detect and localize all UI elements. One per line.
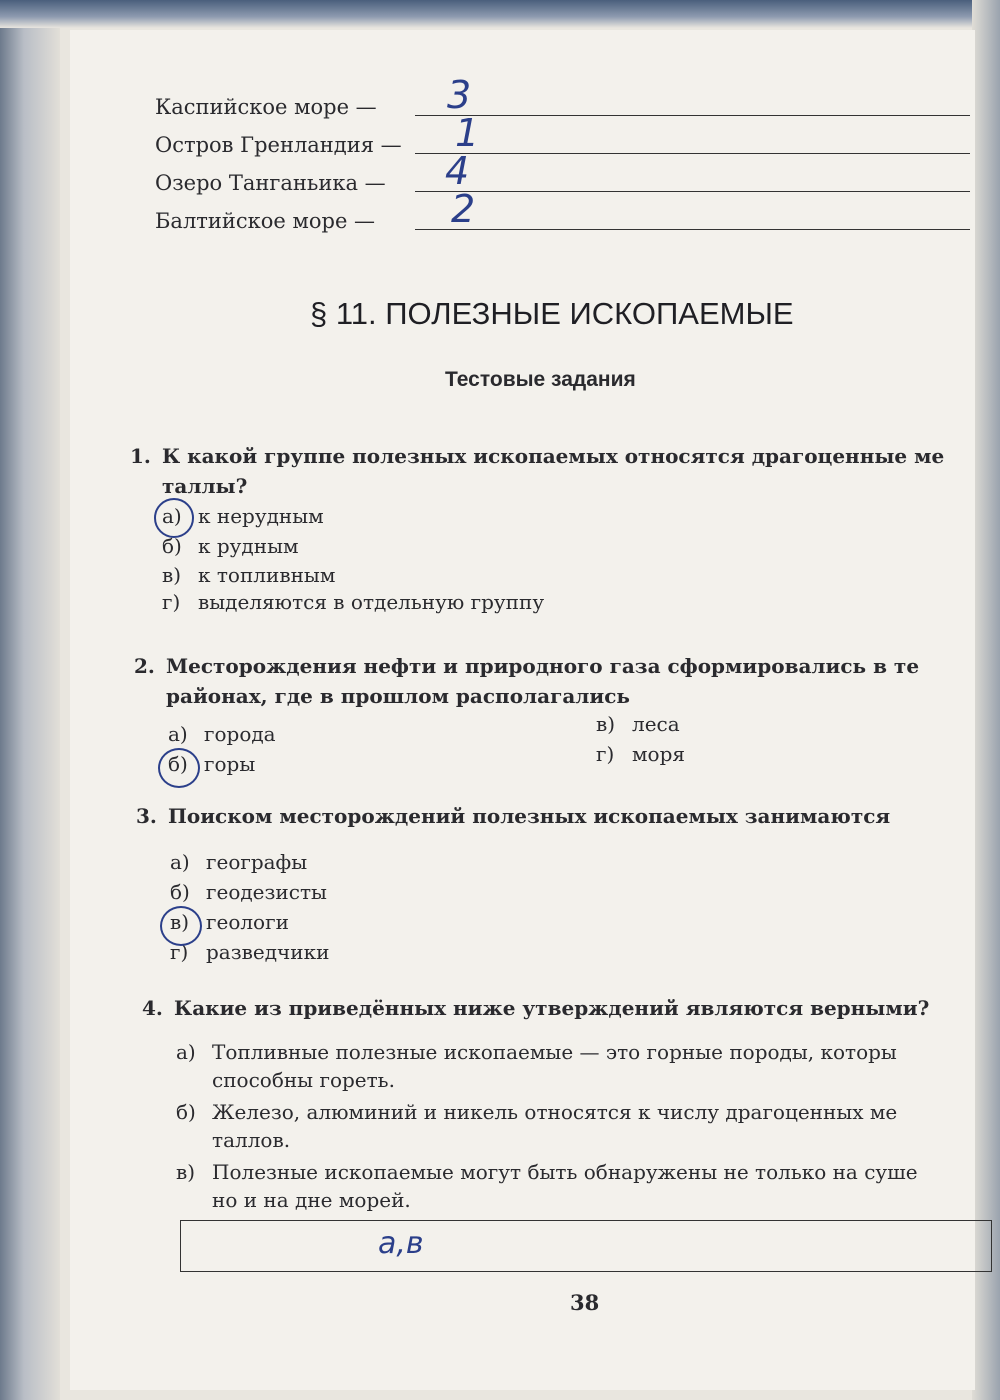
statement-b[interactable]: б) Железо, алюминий и никель относятся к числу драгоценных ме [176, 1100, 898, 1124]
answer-circle-mark [158, 748, 200, 788]
question-2 [134, 650, 990, 720]
scan-shadow-left [0, 0, 60, 1400]
question-1 [130, 440, 990, 510]
question-text: Какие из приведённых ниже утверждений являются верными? [174, 996, 930, 1020]
option[interactable]: а) к нерудным [162, 504, 324, 528]
section-subtitle: Тестовые задания [445, 368, 636, 391]
handwritten-answer: 4 [445, 149, 470, 193]
answer-line[interactable] [415, 115, 970, 116]
option[interactable]: в) геологи [170, 910, 289, 934]
question-3 [136, 800, 986, 834]
question-text: Месторождения нефти и природного газа сформировались в те [166, 654, 920, 678]
matching-label: Балтийское море — [155, 209, 376, 233]
option[interactable]: б) геодезисты [170, 880, 327, 904]
scan-shadow-top [0, 0, 1000, 28]
option[interactable]: а) города [168, 722, 276, 746]
question-4 [142, 992, 988, 1026]
matching-label: Озеро Танганьика — [155, 171, 386, 195]
statement-b-cont: таллов. [212, 1128, 291, 1152]
question-number: 1. [130, 444, 151, 468]
option[interactable]: г) моря [596, 742, 686, 766]
option[interactable]: г) разведчики [170, 940, 330, 964]
handwritten-answer: а,в [378, 1226, 424, 1261]
option[interactable]: в) к топливным [162, 563, 336, 587]
question-text: К какой группе полезных ископаемых относятся драгоценные ме [162, 444, 945, 468]
option[interactable]: в) леса [596, 712, 680, 736]
option[interactable]: а) географы [170, 850, 308, 874]
option[interactable]: б) горы [168, 752, 256, 776]
question-text: Поиском месторождений полезных ископаемых занимаются [168, 804, 891, 828]
question-number: 3. [136, 804, 157, 828]
statement-c-cont: но и на дне морей. [212, 1188, 411, 1212]
matching-label: Остров Гренландия — [155, 133, 402, 157]
question-text-cont: районах, где в прошлом располагались [166, 684, 630, 708]
option[interactable]: б) к рудным [162, 534, 299, 558]
matching-label: Каспийское море — [155, 95, 377, 119]
answer-line[interactable] [415, 191, 970, 192]
answer-circle-mark [160, 906, 202, 946]
handwritten-answer: 1 [455, 111, 480, 155]
answer-circle-mark [154, 498, 194, 538]
question-number: 2. [134, 654, 155, 678]
section-title: § 11. ПОЛЕЗНЫЕ ИСКОПАЕМЫЕ [310, 296, 794, 331]
page-number: 38 [570, 1290, 600, 1315]
answer-box[interactable] [180, 1220, 992, 1272]
statement-c[interactable]: в) Полезные ископаемые могут быть обнаружены не только на суше [176, 1160, 918, 1184]
handwritten-answer: 2 [451, 187, 476, 231]
option[interactable]: г) выделяются в отдельную группу [162, 590, 545, 614]
answer-line[interactable] [415, 229, 970, 230]
handwritten-answer: 3 [447, 73, 472, 117]
question-text-cont: таллы? [162, 474, 248, 498]
question-number: 4. [142, 996, 163, 1020]
statement-a-cont: способны гореть. [212, 1068, 395, 1092]
answer-line[interactable] [415, 153, 970, 154]
statement-a[interactable]: а) Топливные полезные ископаемые — это горные породы, которы [176, 1040, 897, 1064]
